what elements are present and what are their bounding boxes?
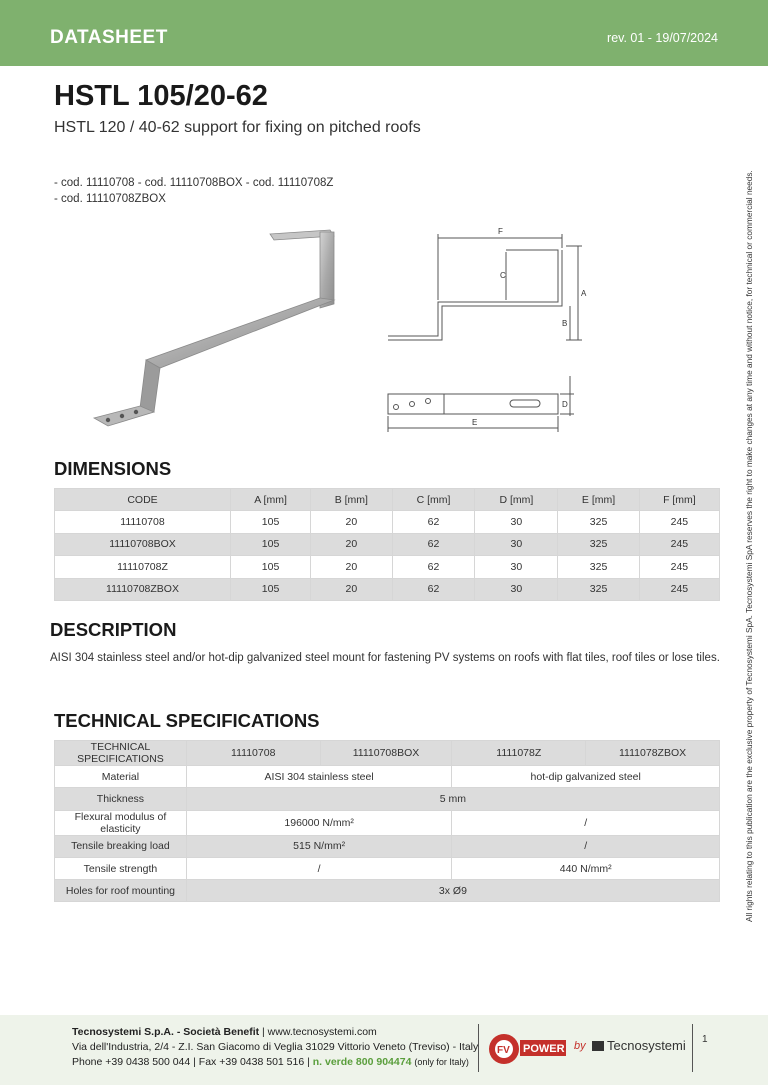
col-spec: TECHNICAL SPECIFICATIONS: [55, 741, 187, 766]
col-a: A [mm]: [231, 489, 311, 511]
cell: 20: [311, 556, 392, 578]
col-code-1: 11110708: [186, 741, 320, 766]
tecnosystemi-logo: [592, 1038, 686, 1053]
cell: /: [452, 810, 720, 835]
footer-divider: [692, 1024, 693, 1072]
cell: 105: [231, 533, 311, 555]
cell: Tensile breaking load: [55, 835, 187, 857]
brand-by: by: [574, 1040, 586, 1052]
header-title: DATASHEET: [50, 27, 168, 48]
cell: Material: [55, 766, 187, 788]
phone-fax: Phone +39 0438 500 044 | Fax +39 0438 501 516 |: [72, 1056, 310, 1068]
dimensions-header-row: [55, 489, 720, 511]
cell: 30: [475, 511, 558, 533]
label-f: F: [498, 227, 503, 236]
toll-free-note: (only for Italy): [414, 1057, 469, 1067]
cell: 105: [231, 511, 311, 533]
cell: 62: [392, 533, 475, 555]
table-row: [55, 857, 720, 879]
label-b: B: [562, 319, 568, 328]
cell: 30: [475, 556, 558, 578]
table-row: [55, 880, 720, 902]
table-row: [55, 788, 720, 810]
brand-power-text: POWER: [523, 1043, 565, 1055]
cell: 20: [311, 578, 392, 600]
col-e: E [mm]: [558, 489, 639, 511]
codes-line-2: - cod. 11110708ZBOX: [54, 193, 166, 205]
tech-specs-heading: TECHNICAL SPECIFICATIONS: [54, 710, 320, 731]
label-a: A: [581, 289, 587, 298]
copyright-side-note: All rights relating to this publication are the exclusive property of Tecnosystemi SpA. Tecnosystemi SpA reserves the right to make changes at any time and without notice, for technical or commercial needs.: [744, 170, 754, 922]
header-bar: [0, 0, 768, 66]
product-image: [88, 226, 340, 430]
col-f: F [mm]: [639, 489, 719, 511]
col-code-3: 1111078Z: [452, 741, 586, 766]
table-row: [55, 766, 720, 788]
fv-power-logo: [488, 1031, 568, 1067]
cell: 11110708ZBOX: [55, 578, 231, 600]
company-name: Tecnosystemi S.p.A. - Società Benefit: [72, 1026, 260, 1038]
table-row: [55, 578, 720, 600]
technical-drawing-top: [384, 372, 580, 434]
dimensions-heading: DIMENSIONS: [54, 458, 172, 479]
cell: Thickness: [55, 788, 187, 810]
cell: Flexural modulus of elasticity: [55, 810, 187, 835]
cell: 325: [558, 533, 639, 555]
codes-line-1: - cod. 11110708 - cod. 11110708BOX - cod. 11110708Z: [54, 177, 334, 189]
footer-phone-line: [72, 1056, 469, 1068]
cell: 20: [311, 533, 392, 555]
technical-drawing-side: [382, 222, 588, 348]
label-d: D: [562, 400, 568, 409]
cell: /: [452, 835, 720, 857]
cell: 20: [311, 511, 392, 533]
cell: /: [186, 857, 452, 879]
tecnosystemi-text: Tecnosystemi: [607, 1038, 686, 1053]
footer-address: Via dell'Industria, 2/4 - Z.I. San Giacomo di Veglia 31029 Vittorio Veneto (Treviso) - Italy: [72, 1041, 479, 1053]
cell: 196000 N/mm²: [186, 810, 452, 835]
cell: Tensile strength: [55, 857, 187, 879]
cell: 62: [392, 578, 475, 600]
table-row: [55, 556, 720, 578]
cell: 325: [558, 556, 639, 578]
col-d: D [mm]: [475, 489, 558, 511]
product-codes: [54, 175, 333, 207]
cell: AISI 304 stainless steel: [186, 766, 452, 788]
tecnosystemi-mark-icon: [592, 1041, 604, 1051]
cell: 11110708: [55, 511, 231, 533]
table-row: [55, 835, 720, 857]
cell: 11110708BOX: [55, 533, 231, 555]
cell: 245: [639, 533, 719, 555]
dimensions-table: [54, 488, 720, 601]
table-row: [55, 810, 720, 835]
cell: 325: [558, 578, 639, 600]
col-b: B [mm]: [311, 489, 392, 511]
cell: 105: [231, 578, 311, 600]
description-text: AISI 304 stainless steel and/or hot-dip galvanized steel mount for fastening PV systems on roofs with flat tiles, roof tiles or lose tiles.: [50, 652, 720, 664]
footer-company-line: [72, 1026, 377, 1038]
cell: 105: [231, 556, 311, 578]
cell: Holes for roof mounting: [55, 880, 187, 902]
brand-fv-text: FV: [497, 1045, 510, 1056]
label-c: C: [500, 271, 506, 280]
description-heading: DESCRIPTION: [50, 619, 177, 640]
footer-divider: [478, 1024, 479, 1072]
toll-free-number: n. verde 800 904474: [312, 1056, 412, 1068]
col-code-4: 1111078ZBOX: [586, 741, 720, 766]
cell: 30: [475, 578, 558, 600]
cell: 30: [475, 533, 558, 555]
cell: 440 N/mm²: [452, 857, 720, 879]
cell: 3x Ø9: [186, 880, 719, 902]
cell: 62: [392, 556, 475, 578]
page-number: 1: [702, 1034, 708, 1045]
tech-specs-table: [54, 740, 720, 902]
tech-header-row: [55, 741, 720, 766]
cell: 515 N/mm²: [186, 835, 452, 857]
label-e: E: [472, 418, 478, 427]
col-c: C [mm]: [392, 489, 475, 511]
product-subtitle: HSTL 120 / 40-62 support for fixing on pitched roofs: [54, 119, 421, 136]
cell: 5 mm: [186, 788, 719, 810]
col-code-2: 11110708BOX: [320, 741, 452, 766]
col-code: CODE: [55, 489, 231, 511]
cell: 62: [392, 511, 475, 533]
revision-date: rev. 01 - 19/07/2024: [607, 31, 718, 45]
product-title: HSTL 105/20-62: [54, 80, 268, 112]
table-row: [55, 511, 720, 533]
website-link[interactable]: | www.tecnosystemi.com: [262, 1026, 377, 1038]
cell: 11110708Z: [55, 556, 231, 578]
cell: hot-dip galvanized steel: [452, 766, 720, 788]
cell: 245: [639, 578, 719, 600]
cell: 245: [639, 556, 719, 578]
cell: 325: [558, 511, 639, 533]
cell: 245: [639, 511, 719, 533]
table-row: [55, 533, 720, 555]
